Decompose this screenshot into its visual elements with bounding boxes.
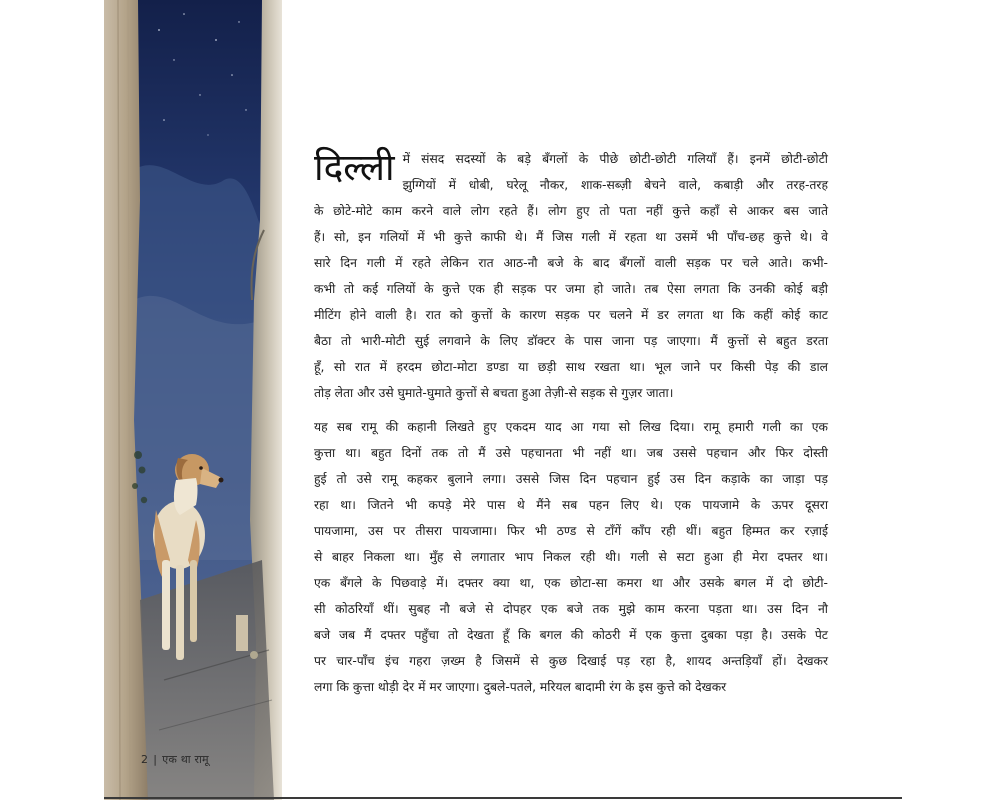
p1-line: के छोटे-मोटे काम करने वाले लोग रहते हैं। लोग हुए तो पता नहीं कुत्ते कहाँ से आकर बस जाते — [314, 204, 828, 218]
p1-line: कभी तो कई गलियों के कुत्ते एक ही सड़क पर जमा हो जाते। तब ऐसा लगता कि उनकी कोई बड़ी — [314, 282, 828, 296]
p1-line: झुग्गियों में धोबी, घरेलू नौकर, शाक-सब्ज़ी बेचने वाले, कबाड़ी और तरह-तरह — [402, 178, 828, 192]
p2-line: हुई तो उसे रामू कहकर बुलाने लगा। उससे जिस दिन पहचान हुई उस दिन कड़ाके का जाड़ा पड़ — [314, 472, 828, 486]
p2-line: रहा था। जितने भी कपड़े मेरे पास थे मैंने सब पहन लिए थे। एक पायजामे के ऊपर दूसरा — [314, 498, 828, 512]
p1-line: तोड़ लेता और उसे घुमाते-घुमाते कुत्तों से बचता हुआ तेज़ी-से सड़क से गुज़र जाता। — [314, 386, 674, 400]
p1-line: में संसद सदस्यों के बड़े बँगलों के पीछे छोटी-छोटी गलियाँ हैं। इनमें छोटी-छोटी — [402, 152, 828, 166]
p1-line: हैं। सो, इन गलियों में भी कुत्ते काफी थे। मैं जिस गली में रहता था उसमें भी पाँच-छह कुत्ते थे। वे — [314, 230, 828, 244]
page-number: 2 — [141, 753, 149, 766]
p1-line: हूँ, सो रात में हरदम छोटा-मोटा डण्डा या छड़ी साथ रखता था। भूल जाने पर किसी पेड़ की डाल — [314, 360, 828, 374]
dog-illustration — [104, 0, 282, 800]
drop-cap-word: दिल्ली — [314, 146, 395, 189]
page-folio — [141, 752, 214, 767]
p2-line: लगा कि कुत्ता थोड़ी देर में मर जाएगा। दुबले-पतले, मरियल बादामी रंग के इस कुत्ते को देखकर — [314, 680, 727, 694]
watercolor-illustration — [104, 0, 282, 800]
book-title: एक था रामू — [162, 753, 209, 766]
bottom-rule — [104, 797, 902, 799]
story-text — [314, 146, 828, 700]
p1-line: सारे दिन गली में रहते लेकिन रात आठ-नौ बजे के बाद बँगलों वाली सड़क पर चले आते। कभी- — [314, 256, 828, 270]
p2-line: कुत्ता था। बहुत दिनों तक तो मैं उसे पहचानता भी नहीं था। जब उससे पहचान और फिर दोस्ती — [314, 446, 828, 460]
paragraph-1 — [314, 146, 828, 406]
p2-line: एक बँगले के पिछवाड़े में। दफ्तर क्या था, एक छोटा-सा कमरा था और उसके बगल में दो छोटी- — [314, 576, 828, 590]
folio-separator: | — [153, 753, 158, 766]
p2-line: बजे जब मैं दफ्तर पहुँचा तो देखता हूँ कि बगल की कोठरी में एक कुत्ता दुबका पड़ा है। उसके पेट — [314, 628, 828, 642]
p1-line: बैठा तो भारी-मोटी सुई लगवाने के लिए डॉक्टर के पास जाना पड़ जाएगा। मैं कुत्तों से बहुत डरता — [314, 334, 828, 348]
paragraph-2 — [314, 414, 828, 700]
p1-line: मीटिंग होने वाली है। रात को कुत्तों के कारण सड़क पर चलने में डर लगता था कि कहीं कोई काट — [314, 308, 828, 322]
p2-line: सी कोठरियाँ थीं। सुबह नौ बजे से दोपहर एक बजे तक मुझे काम करना पड़ता था। उस दिन नौ — [314, 602, 828, 616]
p2-line: यह सब रामू की कहानी लिखते हुए एकदम याद आ गया सो लिख दिया। रामू हमारी गली का एक — [314, 420, 828, 434]
p2-line: पायजामा, उस पर तीसरा पायजामा। फिर भी ठण्ड से टाँगें काँप रही थीं। बहुत हिम्मत कर रज़ाई — [314, 524, 828, 538]
p2-line: से बाहर निकला था। मुँह से लगातार भाप निकल रही थी। गली से सटा हुआ ही मेरा दफ्तर था। — [314, 550, 828, 564]
p2-line: पर चार-पाँच इंच गहरा ज़ख्म है जिसमें से कुछ दिखाई पड़ रहा है, शायद अन्तड़ियाँ हों। देखकर — [314, 654, 828, 668]
